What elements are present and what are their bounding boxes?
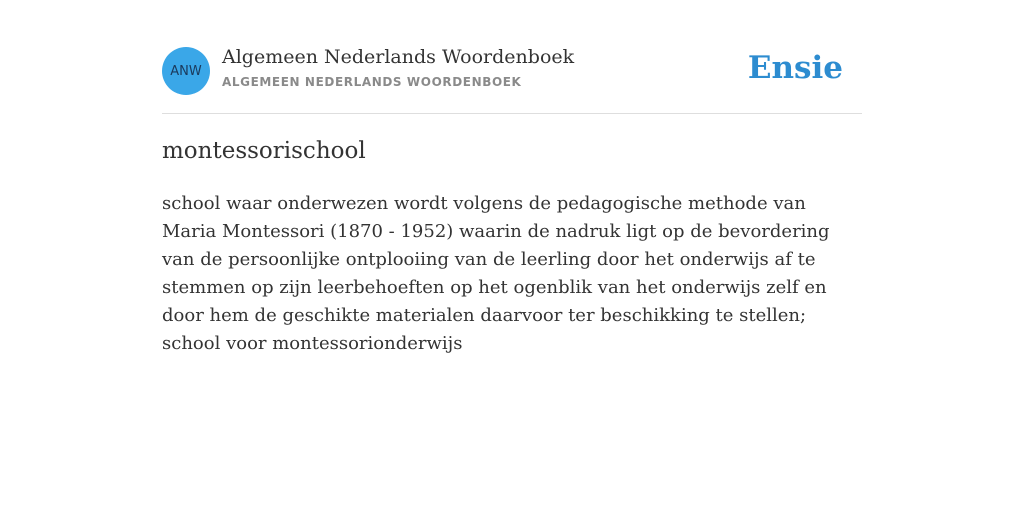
brand-logo[interactable]: Ensie [747, 50, 843, 86]
source-subtitle: ALGEMEEN NEDERLANDS WOORDENBOEK [222, 75, 522, 89]
entry-definition: school waar onderwezen wordt volgens de pedagogische methode van Maria Montessori (1870 - 1952) waarin de nadruk ligt op de bevordering van de persoonlijke ontplooiing van de leerling door het onderwijs af te stemmen op zijn leerbehoeften op het ogenblik van het onderwijs zelf en door hem de geschikte materialen daarvoor ter beschikking te stellen; school voor montessorionderwijs [162, 193, 830, 354]
entry-card [162, 0, 862, 354]
entry-term: montessorischool [162, 138, 366, 164]
source-title[interactable]: Algemeen Nederlands Woordenboek [222, 46, 575, 68]
source-header [162, 0, 862, 114]
source-logo[interactable]: ANW [162, 47, 210, 95]
